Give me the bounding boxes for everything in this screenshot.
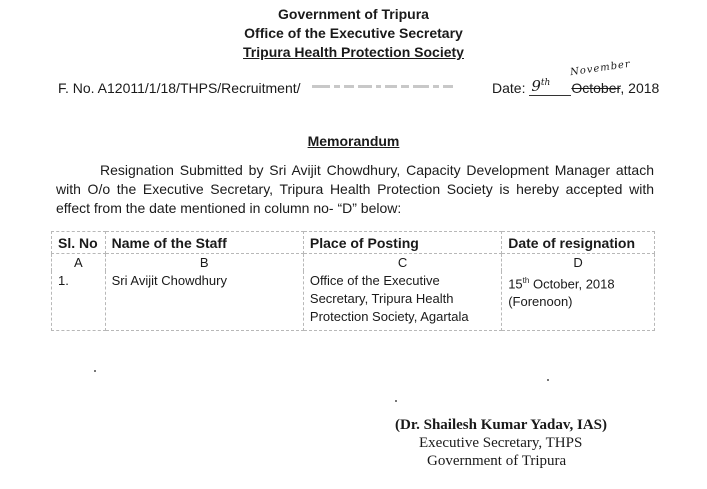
signatory-designation: Executive Secretary, THPS	[419, 435, 583, 451]
col-name: Name of the Staff	[105, 232, 303, 254]
handwritten-month: November	[569, 58, 632, 79]
cell-place: Office of the Executive Secretary, Tripura Health Protection Society, Agartala	[303, 271, 501, 331]
cell-name: Sri Avijit Chowdhury	[105, 271, 303, 331]
date-label: Date:	[492, 80, 526, 96]
cell-date	[502, 271, 655, 331]
header-society: Tripura Health Protection Society	[243, 44, 464, 60]
date-year: , 2018	[620, 80, 660, 96]
col-place: Place of Posting	[303, 232, 501, 254]
col-sl-no: Sl. No	[52, 232, 106, 254]
cell-sl: 1.	[52, 271, 106, 331]
scan-speck	[395, 400, 397, 402]
header-government: Government of Tripura	[278, 6, 429, 22]
signatory-org: Government of Tripura	[427, 453, 567, 469]
date-rest: October, 2018	[529, 276, 615, 292]
date-blank	[529, 77, 571, 96]
letter-b: B	[105, 254, 303, 272]
header-office: Office of the Executive Secretary	[244, 25, 463, 41]
date-sup: th	[522, 276, 530, 285]
letter-a: A	[52, 254, 106, 272]
date-line	[492, 77, 660, 96]
scan-speck	[94, 370, 96, 372]
redacted-number	[312, 78, 462, 96]
staff-table	[51, 231, 655, 331]
signatory-name: (Dr. Shailesh Kumar Yadav, IAS)	[395, 417, 607, 433]
letter-d: D	[502, 254, 655, 272]
memo-title: Memorandum	[307, 133, 400, 149]
table-row	[52, 271, 655, 331]
col-date: Date of resignation	[502, 232, 655, 254]
file-number: F. No. A12011/1/18/THPS/Recruitment/	[58, 80, 301, 96]
date-note: (Forenoon)	[508, 294, 573, 310]
struck-month: October	[571, 80, 621, 96]
memo-body-text: Resignation Submitted by Sri Avijit Chowdhury, Capacity Development Manager attach with O/o the Executive Secretary, Tripura Health Protection Society is hereby accepted with effect from the date mentioned in column no- “D” below:	[56, 162, 654, 216]
date-day: 15	[508, 276, 523, 292]
table-header-row	[52, 232, 655, 254]
handwritten-suffix: th	[540, 78, 551, 88]
letter-c: C	[303, 254, 501, 272]
handwritten-day: 9	[531, 77, 541, 95]
scan-speck	[547, 379, 549, 381]
column-letters-row	[52, 254, 655, 272]
signature-block	[395, 416, 645, 470]
memo-body	[56, 161, 654, 218]
